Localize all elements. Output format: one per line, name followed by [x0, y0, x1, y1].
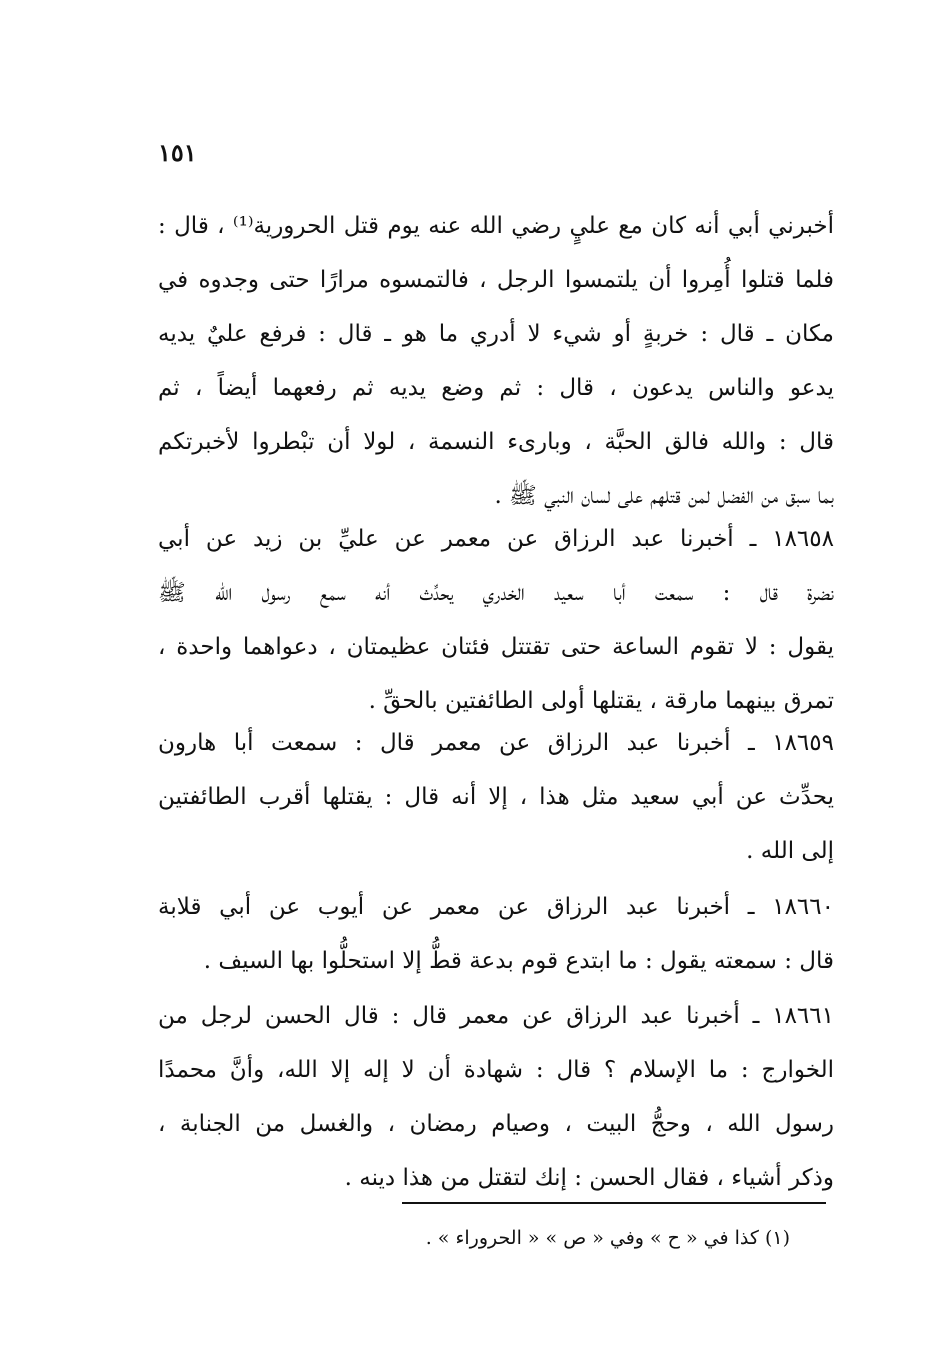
hadith-18658 — [158, 512, 834, 728]
text-line: ١٨٦٦١ ـ أخبرنا عبد الرزاق عن معمر قال : قال الحسن لرجل من — [158, 1003, 834, 1029]
text-line: إلى الله . — [746, 838, 834, 864]
text-line: أخبرني أبي أنه كان مع عليٍ رضي الله عنه يوم قتل الحرورية⁽¹⁾ ، قال : — [158, 213, 834, 239]
text-line: قال : والله فالق الحبَّة ، وبارىء النسمة ، لولا أن تبْطروا لأخبرتكم — [158, 429, 834, 455]
hadith-18659 — [158, 716, 834, 878]
text-line: بما سبق من الفضل لمن قتلهم على لسان النبي ﷺ . — [494, 483, 834, 509]
text-line: قال : سمعته يقول : ما ابتدع قوم بدعة قطُّ إلا استحلُّوا بها السيف . — [203, 948, 834, 974]
text-line: تمرق بينهما مارقة ، يقتلها أولى الطائفتين بالحقِّ . — [368, 688, 834, 714]
footnote: (١) كذا في « ح » وفي « ص » « الحروراء » . — [425, 1227, 790, 1249]
text-line: ١٨٦٦٠ ـ أخبرنا عبد الرزاق عن معمر عن أيوب عن أبي قلابة — [158, 894, 834, 920]
page-number: ١٥١ — [158, 138, 197, 167]
text-line: يقول : لا تقوم الساعة حتى تقتتل فئتان عظيمتان ، دعواهما واحدة ، — [158, 634, 834, 660]
intro-paragraph — [158, 199, 834, 523]
text-line: ١٨٦٥٨ ـ أخبرنا عبد الرزاق عن معمر عن عليِّ بن زيد عن أبي — [158, 526, 834, 552]
text-line: نضرة قال : سمعت أبا سعيد الخدري يحدِّث أنه سمع رسول الله ﷺ — [158, 580, 834, 606]
text-line: يدعو والناس يدعون ، قال : ثم وضع يديه ثم رفعهما أيضاً ، ثم — [158, 375, 834, 401]
hadith-18661 — [158, 989, 834, 1205]
text-line: ١٨٦٥٩ ـ أخبرنا عبد الرزاق عن معمر قال : سمعت أبا هارون — [158, 730, 834, 756]
text-line: يحدِّث عن أبي سعيد مثل هذا ، إلا أنه قال : يقتلها أقرب الطائفتين — [158, 784, 834, 810]
hadith-18660 — [158, 880, 834, 988]
footnote-divider — [402, 1202, 826, 1204]
text-line: فلما قتلوا أُمِروا أن يلتمسوا الرجل ، فالتمسوه مرارًا حتى وجدوه في — [158, 267, 834, 293]
text-line: مكان ـ قال : خربةٍ أو شيء لا أدري ما هو ـ قال : فرفع عليٌ يديه — [158, 321, 834, 347]
text-line: وذكر أشياء ، فقال الحسن : إنك لتقتل من هذا دينه . — [344, 1165, 834, 1191]
text-line: الخوارج : ما الإسلام ؟ قال : شهادة أن لا إله إلا الله، وأنَّ محمدًا — [158, 1057, 834, 1083]
text-line: رسول الله ، وحجُّ البيت ، وصيام رمضان ، والغسل من الجنابة ، — [158, 1111, 834, 1137]
